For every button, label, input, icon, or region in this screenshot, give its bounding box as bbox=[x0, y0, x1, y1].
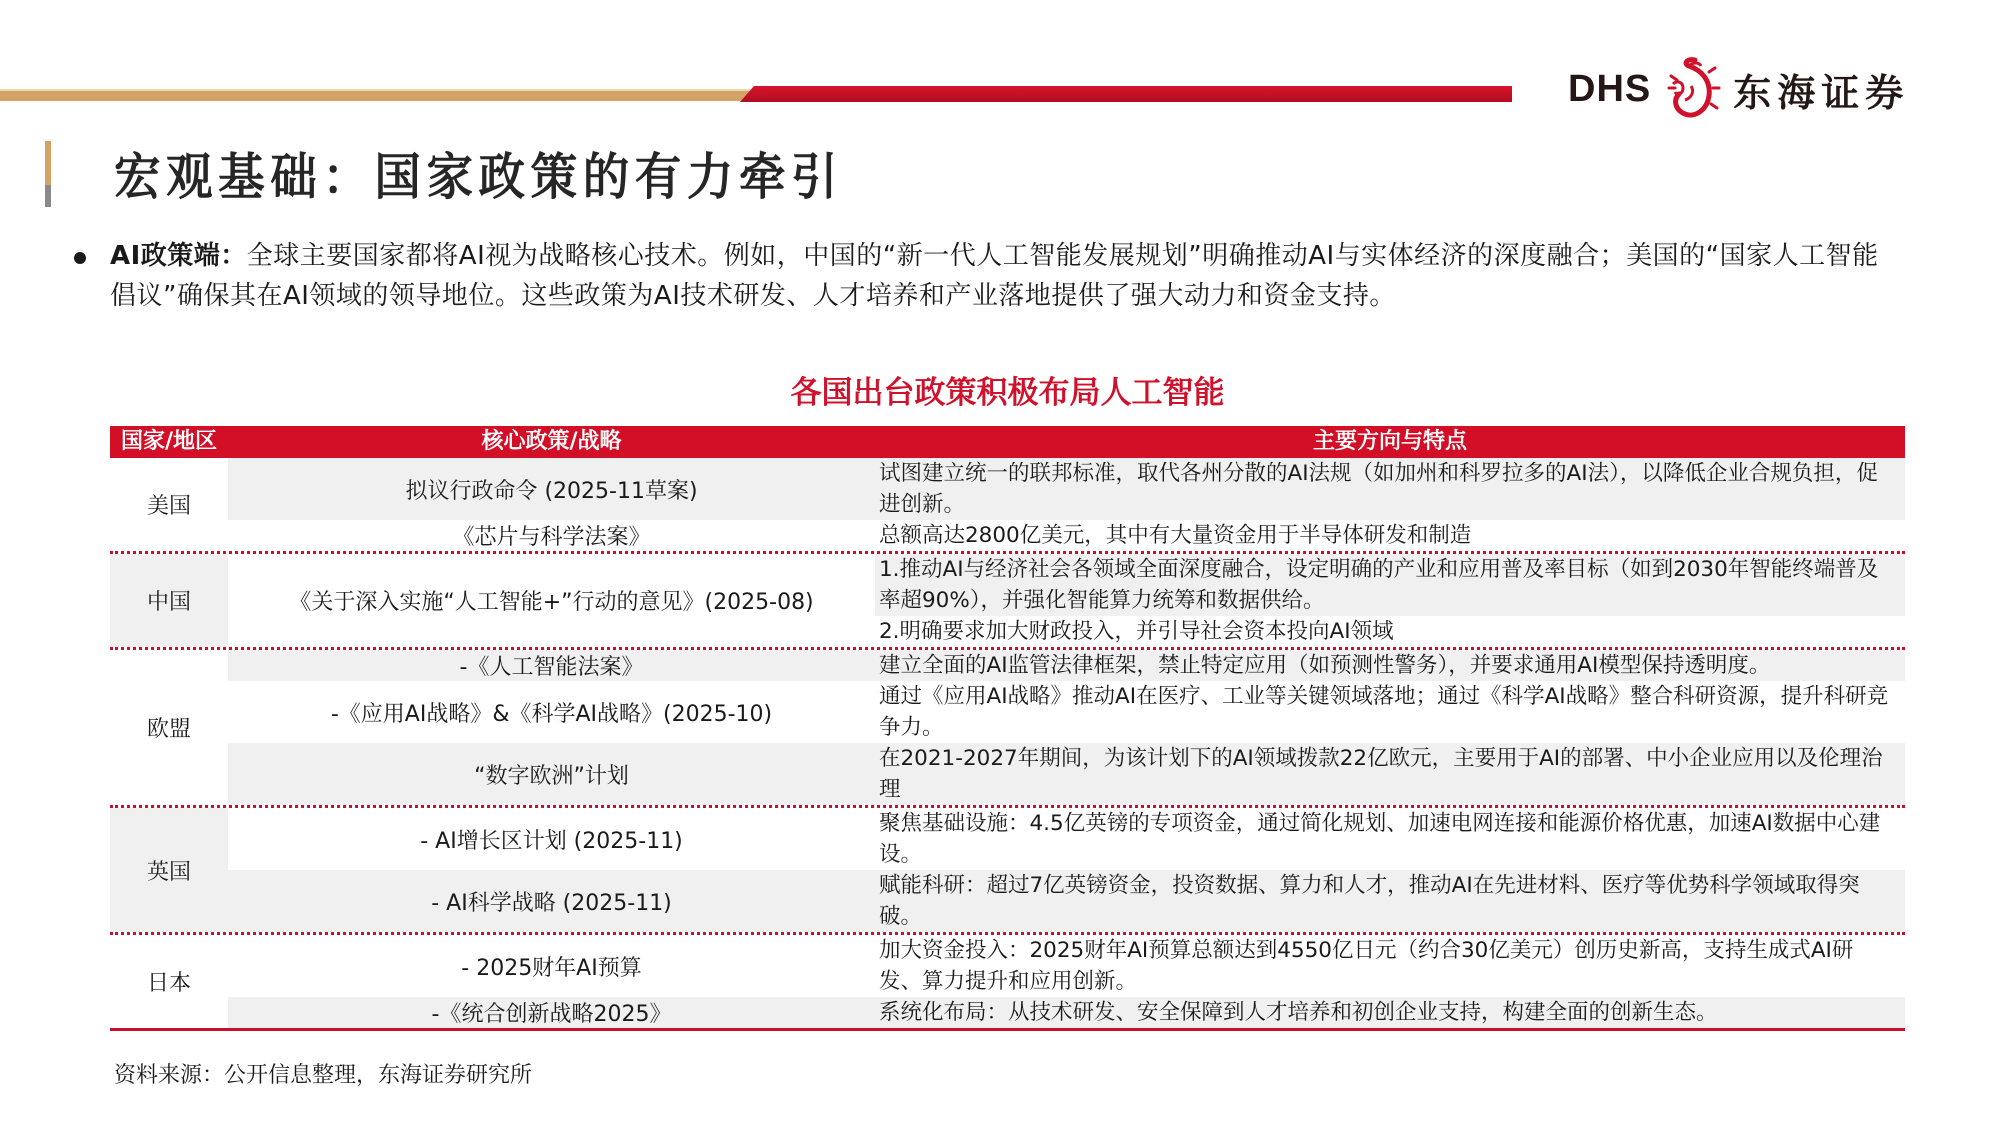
table-header bbox=[110, 426, 1905, 458]
country-cell: 中国 bbox=[110, 554, 228, 647]
country-cell: 美国 bbox=[146, 494, 191, 519]
header-band-red bbox=[740, 86, 1512, 102]
title-accent-bar-grey bbox=[45, 185, 51, 207]
table-group-uk bbox=[110, 805, 1905, 932]
page-title: 宏观基础：国家政策的有力牵引 bbox=[114, 147, 844, 206]
table-title: 各国出台政策积极布局人工智能 bbox=[790, 375, 1225, 411]
header-band-highlight bbox=[0, 89, 760, 91]
table-row bbox=[228, 520, 1905, 551]
header-direction: 主要方向与特点 bbox=[1312, 429, 1467, 454]
desc-cell: 试图建立统一的联邦标准，取代各州分散的AI法规（如加州和科罗拉多的AI法），以降低企业合规负担，促进创新。 bbox=[875, 458, 1905, 520]
table-group-japan bbox=[110, 932, 1905, 1031]
policy-cell: -《应用AI战略》&《科学AI战略》(2025-10) bbox=[330, 701, 773, 727]
country-cell: 英国 bbox=[110, 808, 228, 932]
policy-cell: -《人工智能法案》 bbox=[228, 650, 875, 681]
table-row bbox=[228, 458, 1905, 520]
bullet-paragraph bbox=[110, 236, 1890, 316]
desc-cell: 聚焦基础设施：4.5亿英镑的专项资金，通过简化规划、加速电网连接和能源价格优惠，加速AI数据中心建设。 bbox=[879, 811, 1881, 867]
logo-chinese: 东海证券 bbox=[1733, 70, 1910, 115]
bullet-icon bbox=[74, 252, 86, 264]
policy-cell: 《关于深入实施“人工智能+”行动的意见》(2025-08) bbox=[289, 590, 814, 615]
desc-cell: 加大资金投入：2025财年AI预算总额达到4550亿日元（约合30亿美元）创历史新高，支持生成式AI研发、算力提升和应用创新。 bbox=[879, 938, 1854, 994]
desc-cell: 建立全面的AI监管法律框架，禁止特定应用（如预测性警务），并要求通用AI模型保持透明度。 bbox=[875, 650, 1905, 681]
table-row bbox=[228, 808, 1905, 870]
source-note: 资料来源：公开信息整理，东海证券研究所 bbox=[114, 1063, 533, 1088]
policy-table bbox=[110, 426, 1905, 1031]
desc-cell: 通过《应用AI战略》推动AI在医疗、工业等关键领域落地；通过《科学AI战略》整合科研资源，提升科研竞争力。 bbox=[879, 684, 1889, 740]
table-row bbox=[228, 997, 1905, 1028]
header-policy: 核心政策/战略 bbox=[481, 429, 622, 454]
title-accent-bar bbox=[45, 141, 51, 185]
table-row bbox=[228, 681, 1905, 743]
table-row bbox=[228, 935, 1905, 997]
company-logo bbox=[1568, 54, 1909, 124]
country-cell: 欧盟 bbox=[146, 717, 191, 742]
desc-cell: 1.推动AI与经济社会各领域全面深度融合，设定明确的产业和应用普及率目标（如到2030年智能终端普及率超90%），并强化智能算力统筹和数据供给。 bbox=[875, 554, 1905, 616]
bullet-body: 全球主要国家都将AI视为战略核心技术。例如，中国的“新一代人工智能发展规划”明确推动AI与实体经济的深度融合；美国的“国家人工智能倡议”确保其在AI领域的领导地位。这些政策为AI技术研发、人才培养和产业落地提供了强大动力和资金支持。 bbox=[110, 241, 1879, 311]
dragon-logo-icon bbox=[1665, 54, 1721, 124]
table-row bbox=[228, 870, 1905, 932]
policy-cell: - AI科学战略 (2025-11) bbox=[228, 870, 875, 932]
policy-cell: - 2025财年AI预算 bbox=[461, 955, 642, 981]
table-group-usa bbox=[110, 458, 1905, 551]
bullet-lead: AI政策端： bbox=[110, 241, 247, 271]
policy-cell: “数字欧洲”计划 bbox=[228, 743, 875, 805]
desc-cell: 在2021-2027年期间，为该计划下的AI领域拨款22亿欧元，主要用于AI的部署、中小企业应用以及伦理治理 bbox=[875, 743, 1905, 805]
policy-cell: -《统合创新战略2025》 bbox=[228, 997, 875, 1028]
table-row bbox=[228, 650, 1905, 681]
policy-cell: - AI增长区计划 (2025-11) bbox=[420, 828, 683, 854]
logo-latin: DHS bbox=[1568, 67, 1652, 110]
table-group-china bbox=[110, 551, 1905, 647]
desc-cell: 系统化布局：从技术研发、安全保障到人才培养和初创企业支持，构建全面的创新生态。 bbox=[875, 997, 1905, 1028]
desc-cell: 总额高达2800亿美元，其中有大量资金用于半导体研发和制造 bbox=[879, 523, 1472, 548]
header-country: 国家/地区 bbox=[120, 429, 218, 454]
country-cell: 日本 bbox=[146, 971, 191, 996]
table-group-eu bbox=[110, 647, 1905, 805]
policy-cell: 拟议行政命令 (2025-11草案) bbox=[228, 458, 875, 520]
policy-cell: 《芯片与科学法案》 bbox=[452, 525, 651, 550]
desc-cell: 赋能科研：超过7亿英镑资金，投资数据、算力和人才，推动AI在先进材料、医疗等优势科学领域取得突破。 bbox=[875, 870, 1905, 932]
table-row bbox=[228, 743, 1905, 805]
desc-cell: 2.明确要求加大财政投入，并引导社会资本投向AI领域 bbox=[879, 619, 1394, 644]
